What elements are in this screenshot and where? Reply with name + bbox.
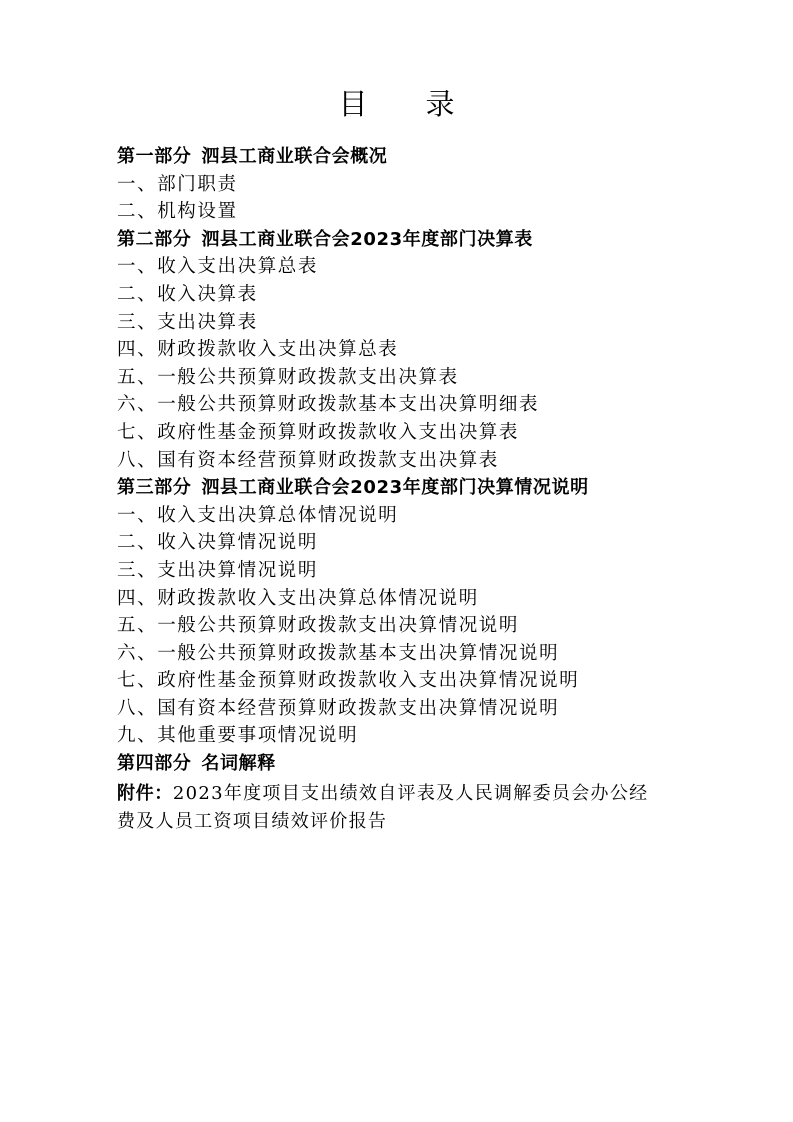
toc-part-1[interactable]: [117, 143, 677, 171]
toc-item[interactable]: 五、一般公共预算财政拨款支出决算情况说明: [117, 615, 520, 637]
toc-item[interactable]: 一、收入支出决算总体情况说明: [117, 504, 399, 526]
toc-item[interactable]: 八、国有资本经营预算财政拨款支出决算表: [117, 449, 499, 471]
page-title: [0, 84, 793, 124]
toc-item[interactable]: 七、政府性基金预算财政拨款收入支出决算情况说明: [117, 670, 580, 692]
toc-item[interactable]: 六、一般公共预算财政拨款基本支出决算明细表: [117, 394, 540, 416]
attachment-label: 附件：: [117, 782, 173, 804]
toc-item[interactable]: 八、国有资本经营预算财政拨款支出决算情况说明: [117, 697, 560, 719]
toc-part-4[interactable]: [117, 750, 677, 778]
toc-item[interactable]: 三、支出决算表: [117, 311, 258, 333]
toc-item[interactable]: 五、一般公共预算财政拨款支出决算表: [117, 366, 459, 388]
part-label: 第二部分: [117, 228, 192, 250]
toc-item[interactable]: 六、一般公共预算财政拨款基本支出决算情况说明: [117, 642, 560, 664]
table-of-contents: [117, 143, 677, 836]
toc-item[interactable]: 二、机构设置: [117, 201, 238, 223]
title-char-1: 目: [338, 87, 368, 121]
part-name: 泗县工商业联合会2023年度部门决算情况说明: [201, 477, 589, 499]
toc-item[interactable]: 一、部门职责: [117, 173, 238, 195]
part-label: 第三部分: [117, 477, 192, 499]
part-label: 第一部分: [117, 146, 192, 167]
part-name: 泗县工商业联合会概况: [201, 146, 388, 167]
title-char-2: 录: [425, 87, 455, 121]
part-label: 第四部分: [117, 753, 192, 775]
toc-item[interactable]: 四、财政拨款收入支出决算总表: [117, 339, 399, 361]
toc-item[interactable]: 九、其他重要事项情况说明: [117, 725, 359, 747]
toc-attachment[interactable]: [117, 780, 662, 836]
toc-item[interactable]: 二、收入决算情况说明: [117, 532, 319, 554]
part-name: 名词解释: [201, 753, 276, 775]
attachment-text: 2023年度项目支出绩效自评表及人民调解委员会办公经费及人员工资项目绩效评价报告: [117, 782, 649, 832]
toc-part-2[interactable]: [117, 226, 677, 254]
toc-item[interactable]: 二、收入决算表: [117, 283, 258, 305]
part-name: 泗县工商业联合会2023年度部门决算表: [201, 228, 533, 250]
toc-item[interactable]: 三、支出决算情况说明: [117, 559, 319, 581]
toc-item[interactable]: 一、收入支出决算总表: [117, 256, 319, 278]
toc-item[interactable]: 四、财政拨款收入支出决算总体情况说明: [117, 587, 479, 609]
toc-item[interactable]: 七、政府性基金预算财政拨款收入支出决算表: [117, 421, 520, 443]
toc-part-3[interactable]: [117, 474, 677, 502]
